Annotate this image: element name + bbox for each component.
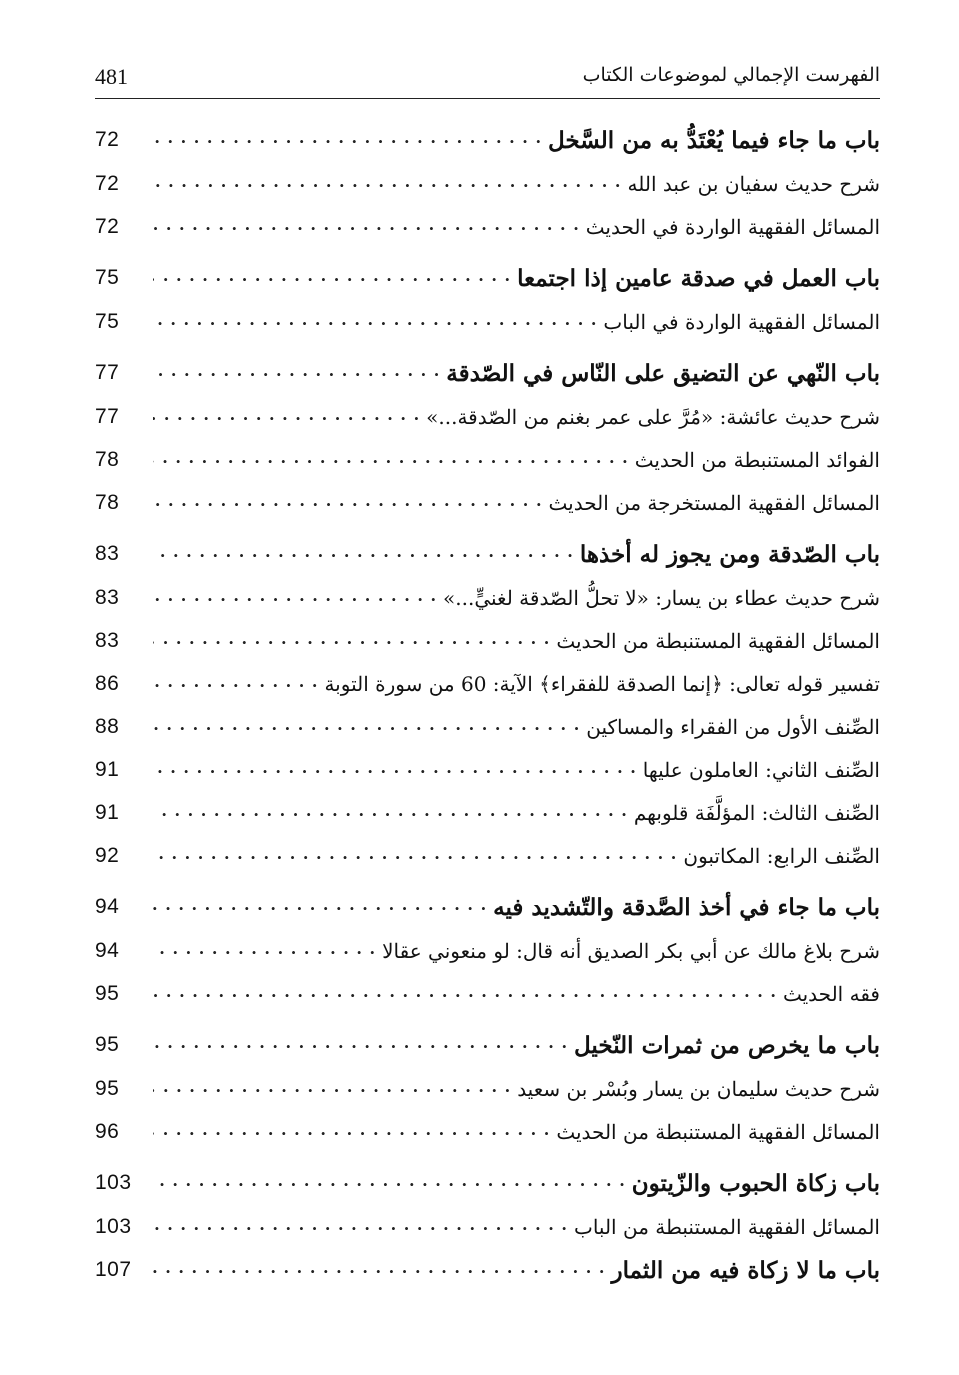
- dot-leader: [153, 1077, 511, 1101]
- dot-leader: [153, 758, 637, 782]
- toc-page-ref: 95: [95, 981, 120, 1005]
- toc-page-ref: 88: [95, 714, 120, 738]
- toc-entry-title: المسائل الفقهية المستخرجة من الحديث: [548, 490, 880, 515]
- dot-leader: [153, 491, 543, 515]
- toc-page-ref: 103: [95, 1171, 132, 1194]
- toc-chapter: [95, 256, 880, 300]
- toc-chapter: [95, 1023, 880, 1067]
- toc-chapter-title: باب ما يخرص من ثمرات النّخيل: [574, 1031, 880, 1059]
- dot-leader: [153, 1258, 605, 1282]
- toc-entry-title: شرح بلاغ مالك عن أبي بكر الصديق أنه قال: لو منعوني عقالا: [382, 938, 880, 963]
- dot-leader: [153, 939, 376, 963]
- dot-leader: [153, 405, 420, 429]
- toc-page-ref: 77: [95, 404, 120, 428]
- toc-entry: [95, 300, 880, 343]
- toc-entry-title: شرح حديث عائشة: «مُرَّ على عمر بغنم من الصّدقة...»: [426, 404, 880, 429]
- toc-chapter-title: باب العمل في صدقة عامين إذا اجتمعا: [517, 264, 880, 292]
- toc-entry-title: الصِّنف الرابع: المكاتبون: [683, 843, 880, 868]
- toc-page-ref: 78: [95, 447, 120, 471]
- toc-page-ref: 72: [95, 171, 120, 195]
- dot-leader: [153, 1215, 568, 1239]
- toc-entry: [95, 705, 880, 748]
- toc-entry-title: شرح حديث سليمان بن يسار وبُسْر بن سعيد: [517, 1076, 880, 1101]
- toc-page-ref: 77: [95, 361, 120, 384]
- toc-chapter-title: باب النّهي عن التضيق على النّاس في الصّدقة: [446, 359, 880, 387]
- toc-page-ref: 94: [95, 938, 120, 962]
- dot-leader: [153, 801, 628, 825]
- toc-entry-title: تفسير قوله تعالى: ﴿إنما الصدقة للفقراء﴾ الآية: 60 من سورة التوبة: [324, 671, 880, 696]
- toc-entry: [95, 481, 880, 524]
- toc-entry: [95, 791, 880, 834]
- toc-chapter: [95, 1161, 880, 1205]
- dot-leader: [153, 310, 597, 334]
- toc-chapter: [95, 1248, 880, 1292]
- toc-chapter-title: باب الصّدقة ومن يجوز له أخذها: [579, 540, 880, 568]
- dot-leader: [153, 844, 677, 868]
- toc-entry: [95, 162, 880, 205]
- toc-entry-title: المسائل الفقهية المستنبطة من الباب: [574, 1214, 880, 1239]
- toc-entry: [95, 619, 880, 662]
- toc-chapter: [95, 351, 880, 395]
- toc-entry: [95, 1067, 880, 1110]
- toc-page-ref: 91: [95, 757, 120, 781]
- toc-entry: [95, 929, 880, 972]
- toc-page-ref: 95: [95, 1076, 120, 1100]
- toc-entry-title: الصِّنف الأول من الفقراء والمساكين: [586, 714, 880, 739]
- toc-page-ref: 83: [95, 628, 120, 652]
- toc-chapter-title: باب ما جاء فيما يُعْتَدُّ به من السَّخل: [548, 126, 880, 154]
- toc-chapter: [95, 532, 880, 576]
- dot-leader: [153, 448, 629, 472]
- dot-leader: [153, 172, 622, 196]
- toc-entry-title: فقه الحديث: [782, 981, 880, 1006]
- toc-entry: [95, 834, 880, 877]
- toc-page-ref: 94: [95, 895, 120, 918]
- toc-chapter: [95, 118, 880, 162]
- toc-entry-title: المسائل الفقهية المستنبطة من الحديث: [556, 1119, 880, 1144]
- toc-entry-title: المسائل الفقهية الواردة في الحديث: [585, 214, 880, 239]
- toc-page-ref: 83: [95, 585, 120, 609]
- dot-leader: [153, 266, 511, 290]
- toc-entry-title: شرح حديث عطاء بن يسار: «لا تحلُّ الصّدقة لغنيٍّ...»: [443, 585, 880, 610]
- dot-leader: [153, 542, 574, 566]
- toc-chapter: [95, 885, 880, 929]
- dot-leader: [153, 128, 542, 152]
- toc-entry-title: المسائل الفقهية المستنبطة من الحديث: [556, 628, 880, 653]
- toc-page-ref: 75: [95, 309, 120, 333]
- toc-entry: [95, 1205, 880, 1248]
- running-title: الفهرست الإجمالي لموضوعات الكتاب: [582, 64, 880, 86]
- toc-chapter-title: باب ما لا زكاة فيه من الثمار: [611, 1256, 880, 1284]
- toc-page-ref: 96: [95, 1119, 120, 1143]
- toc-page-ref: 72: [95, 214, 120, 238]
- toc-entry-title: الصِّنف الثاني: العاملون عليها: [642, 757, 880, 782]
- toc-page-ref: 83: [95, 542, 120, 565]
- dot-leader: [153, 672, 318, 696]
- toc-page-ref: 92: [95, 843, 120, 867]
- toc-page-ref: 86: [95, 671, 120, 695]
- toc-page-ref: 103: [95, 1214, 132, 1238]
- toc-entry-title: الفوائد المستنبطة من الحديث: [634, 447, 880, 472]
- toc-entry: [95, 1110, 880, 1153]
- table-of-contents: [95, 118, 880, 1292]
- toc-entry: [95, 438, 880, 481]
- toc-entry: [95, 205, 880, 248]
- dot-leader: [153, 715, 580, 739]
- toc-entry: [95, 748, 880, 791]
- toc-page-ref: 75: [95, 266, 120, 289]
- toc-entry: [95, 972, 880, 1015]
- toc-page-ref: 78: [95, 490, 120, 514]
- toc-page-ref: 72: [95, 128, 120, 151]
- dot-leader: [153, 1171, 626, 1195]
- toc-page-ref: 107: [95, 1258, 132, 1281]
- dot-leader: [153, 629, 550, 653]
- toc-entry-title: الصِّنف الثالث: المؤلَّفَة قلوبهم: [633, 800, 880, 825]
- dot-leader: [153, 1120, 550, 1144]
- dot-leader: [153, 895, 487, 919]
- toc-entry: [95, 576, 880, 619]
- toc-page-ref: 95: [95, 1033, 120, 1056]
- page-header: [95, 58, 880, 99]
- toc-page-ref: 91: [95, 800, 120, 824]
- toc-chapter-title: باب ما جاء في أخذ الصَّدقة والتّشديد فيه: [493, 893, 880, 921]
- toc-entry-title: المسائل الفقهية الواردة في الباب: [603, 309, 880, 334]
- dot-leader: [153, 215, 580, 239]
- dot-leader: [153, 1033, 568, 1057]
- toc-entry: [95, 662, 880, 705]
- toc-chapter-title: باب زكاة الحبوب والزّيتون: [631, 1169, 880, 1197]
- dot-leader: [153, 982, 777, 1006]
- toc-entry-title: شرح حديث سفيان بن عبد الله: [627, 171, 880, 196]
- toc-entry: [95, 395, 880, 438]
- page-number: 481: [95, 64, 128, 89]
- dot-leader: [153, 361, 440, 385]
- dot-leader: [153, 586, 437, 610]
